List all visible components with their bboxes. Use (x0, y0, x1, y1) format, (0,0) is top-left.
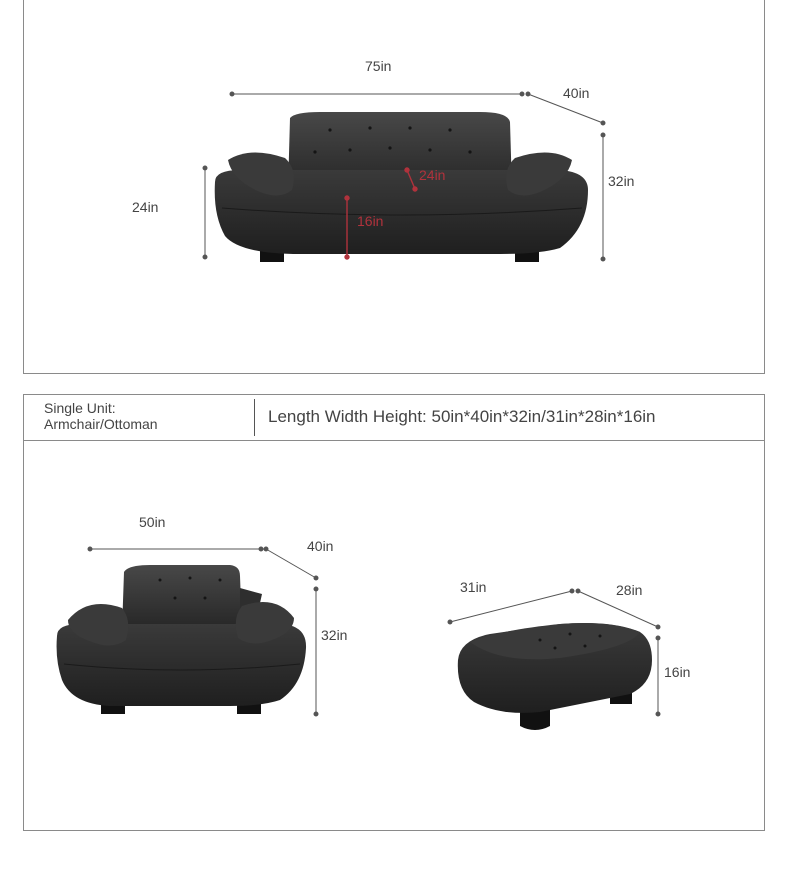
armchair-height-label: 32in (321, 627, 348, 643)
sofa-seat-height-label: 16in (357, 213, 384, 229)
sofa-image (215, 112, 588, 262)
spec-dimensions: Length Width Height: 50in*40in*32in/31in*28in*16in (268, 407, 656, 426)
sofa-arm-height-label: 24in (132, 199, 159, 215)
sofa-length-label: 75in (365, 58, 392, 74)
unit-label-line1: Single Unit: (44, 400, 116, 416)
sofa-height-label: 32in (608, 173, 635, 189)
ottoman-length-label: 31in (460, 579, 487, 595)
armchair-depth-label: 40in (307, 538, 334, 554)
ottoman-depth-label: 28in (616, 582, 643, 598)
armchair-length-label: 50in (139, 514, 166, 530)
sofa-depth-label: 40in (563, 85, 590, 101)
sofa-seat-depth-label: 24in (419, 167, 446, 183)
armchair-image (57, 565, 306, 714)
ottoman-image (458, 623, 652, 730)
unit-label-line2: Armchair/Ottoman (44, 416, 158, 432)
ottoman-height-label: 16in (664, 664, 691, 680)
